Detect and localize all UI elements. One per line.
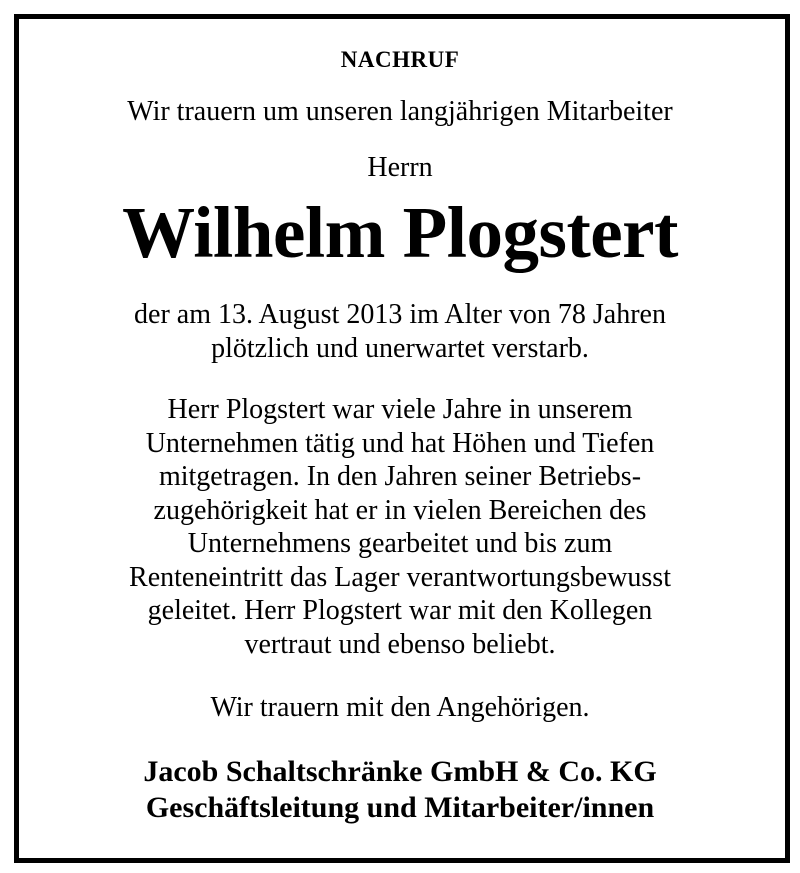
company-name: Jacob Schaltschränke GmbH & Co. KG <box>143 755 657 788</box>
tribute-line: Unternehmens gearbeitet und bis zum <box>187 528 613 559</box>
signature-block <box>0 754 800 826</box>
death-statement <box>0 298 800 365</box>
honorific: Herrn <box>367 152 433 183</box>
intro-text: Wir trauern um unseren langjährigen Mitarbeiter <box>127 96 673 127</box>
tribute-line: Herr Plogstert war viele Jahre in unserem <box>167 394 633 425</box>
tribute-line: Unternehmen tätig und hat Höhen und Tiefen <box>145 427 655 459</box>
death-line: der am 13. August 2013 im Alter von 78 Jahren <box>134 299 666 330</box>
tribute-line: mitgetragen. In den Jahren seiner Betriebs- <box>158 461 642 492</box>
notice-heading: NACHRUF <box>340 47 460 72</box>
tribute-paragraph <box>0 393 800 661</box>
company-staff: Geschäftsleitung und Mitarbeiter/innen <box>145 791 655 824</box>
death-line: plötzlich und unerwartet verstarb. <box>211 332 589 364</box>
deceased-name: Wilhelm Plogstert <box>122 192 678 273</box>
closing-statement: Wir trauern mit den Angehörigen. <box>210 692 590 723</box>
tribute-line: geleitet. Herr Plogstert war mit den Kollegen <box>147 595 653 626</box>
tribute-line: zugehörigkeit hat er in vielen Bereichen des <box>153 494 647 526</box>
tribute-line: vertraut und ebenso beliebt. <box>244 628 556 660</box>
tribute-line: Renteneintritt das Lager verantwortungsbewusst <box>129 561 671 593</box>
